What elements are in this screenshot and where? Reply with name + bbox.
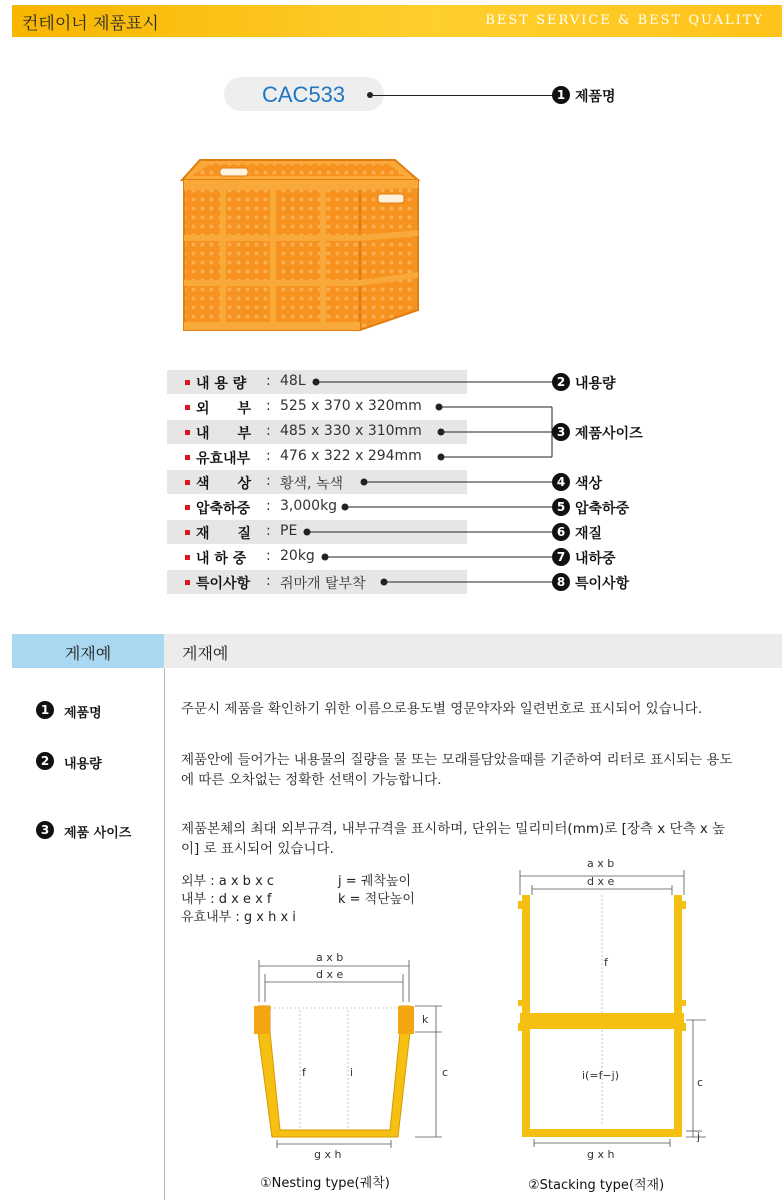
spec-value: PE — [280, 523, 298, 539]
spec-label: 압축하중 — [196, 501, 251, 517]
formula-effective: 유효내부 : g x h x i — [181, 910, 296, 925]
spec-value: 쥐마개 탈부착 — [280, 576, 366, 592]
spec-value: 20kg — [280, 548, 315, 564]
explain-text-3b: 이] 로 표시되어 있습니다. — [181, 841, 334, 857]
explain-text-3a: 제품본체의 최대 외부규격, 내부규격을 표시하며, 단위는 밀리미터(mm)로 [장측 x 단측 x 높 — [181, 821, 726, 837]
section-header-right — [164, 634, 782, 668]
callout-label-5: 압축하중 — [575, 501, 630, 517]
explain-title-2: 내용량 — [64, 757, 102, 772]
callout-number-3: 3 — [552, 423, 570, 441]
spec-colon: : — [266, 373, 271, 389]
callout-label-1: 제품명 — [575, 89, 616, 105]
section-header-left — [12, 634, 164, 668]
formula-inner: 내부 : d x e x f — [181, 892, 272, 907]
stacking-label-i: i(=f−j) — [582, 1069, 620, 1082]
leader-line — [370, 95, 552, 96]
nesting-label-gh: g x h — [314, 1148, 342, 1161]
nesting-label-i: i — [350, 1066, 354, 1079]
spec-label: 유효내부 — [196, 451, 251, 467]
explain-title-1: 제품명 — [64, 706, 102, 721]
spec-label: 내 부 — [196, 426, 252, 442]
callout-number-4: 4 — [552, 473, 570, 491]
spec-colon: : — [266, 573, 271, 589]
spec-value: 485 x 330 x 310mm — [280, 423, 422, 439]
header-bar — [12, 5, 782, 37]
callout-number-5: 5 — [552, 498, 570, 516]
explain-text-2b: 에 따른 오차없는 정확한 선택이 가능합니다. — [181, 772, 442, 788]
callout-label-2: 내용량 — [575, 376, 616, 392]
section-title-right: 게재예 — [182, 644, 229, 663]
stacking-label-c: c — [697, 1076, 704, 1089]
spec-colon: : — [266, 423, 271, 439]
stacking-label-j: j — [697, 1130, 701, 1143]
spec-colon: : — [266, 523, 271, 539]
spec-colon: : — [266, 448, 271, 464]
spec-value: 3,000kg — [280, 498, 338, 514]
callout-number-6: 6 — [552, 523, 570, 541]
spec-value: 525 x 370 x 320mm — [280, 398, 422, 414]
nesting-label-ab: a x b — [316, 951, 344, 964]
spec-label: 내 용 량 — [196, 376, 247, 392]
spec-label: 색 상 — [196, 476, 252, 492]
spec-label: 내 하 중 — [196, 551, 247, 567]
callout-label-4: 색상 — [575, 476, 603, 492]
callout-number-7: 7 — [552, 548, 570, 566]
spec-colon: : — [266, 548, 271, 564]
nesting-label-f: f — [302, 1066, 306, 1079]
column-divider — [164, 668, 165, 1200]
callout-label-3: 제품사이즈 — [575, 426, 643, 442]
spec-label: 특이사항 — [196, 576, 251, 592]
callout-number-2: 2 — [552, 373, 570, 391]
spec-colon: : — [266, 498, 271, 514]
nesting-diagram — [250, 960, 465, 1160]
explain-number-1: 1 — [36, 701, 54, 719]
spec-colon: : — [266, 398, 271, 414]
product-name: CAC533 — [262, 82, 346, 107]
explain-text-2a: 제품안에 들어가는 내용물의 질량을 물 또는 모래를담았을때를 기준하여 리터로 표시되는 용도 — [181, 752, 733, 768]
page-title: 컨테이너 제품표시 — [22, 14, 159, 34]
crate-image — [180, 150, 425, 340]
formula-k: k = 적단높이 — [338, 892, 415, 907]
section-title-left: 게재예 — [64, 644, 112, 663]
stacking-label-gh: g x h — [587, 1148, 615, 1161]
spec-value: 황색, 녹색 — [280, 476, 343, 492]
nesting-label-c: c — [442, 1066, 449, 1079]
callout-number-1: 1 — [552, 86, 570, 104]
callout-label-6: 재질 — [575, 526, 603, 542]
formula-j: j = 궤착높이 — [338, 874, 412, 889]
formula-outer: 외부 : a x b x c — [181, 874, 275, 889]
callout-label-8: 특이사항 — [575, 576, 630, 592]
spec-value: 48L — [280, 373, 306, 389]
explain-text-1: 주문시 제품을 확인하기 위한 이름으로용도별 영문약자와 일련번호로 표시되어 있습니다. — [181, 701, 703, 717]
explain-number-2: 2 — [36, 752, 54, 770]
tagline: BEST SERVICE & BEST QUALITY — [485, 13, 764, 28]
spec-colon: : — [266, 473, 271, 489]
spec-label: 재 질 — [196, 526, 252, 542]
nesting-label-de: d x e — [316, 968, 344, 981]
spec-value: 476 x 322 x 294mm — [280, 448, 422, 464]
stacking-label-f: f — [604, 956, 608, 969]
stacking-label-ab: a x b — [587, 857, 615, 870]
explain-number-3: 3 — [36, 821, 54, 839]
explain-title-3: 제품 사이즈 — [64, 826, 132, 841]
stacking-diagram — [510, 855, 710, 1155]
spec-leader-lines — [0, 360, 782, 600]
nesting-label-k: k — [422, 1013, 429, 1026]
callout-label-7: 내하중 — [575, 551, 616, 567]
spec-label: 외 부 — [196, 401, 252, 417]
callout-number-8: 8 — [552, 573, 570, 591]
nesting-caption: ①Nesting type(궤착) — [260, 1176, 390, 1191]
stacking-label-de: d x e — [587, 875, 615, 888]
stacking-caption: ②Stacking type(적재) — [528, 1178, 665, 1193]
